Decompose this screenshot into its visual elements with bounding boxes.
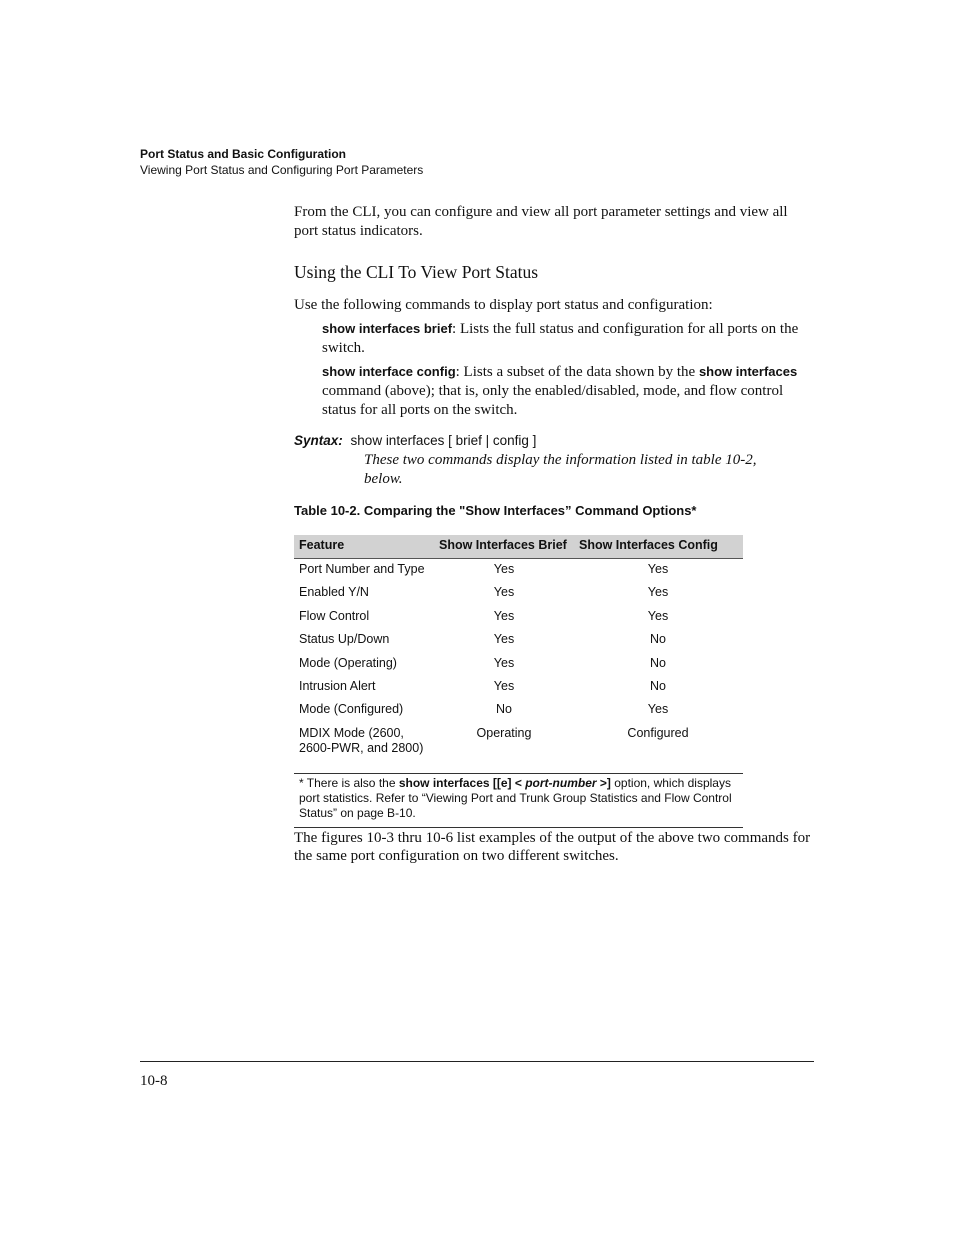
command-item-config — [322, 362, 814, 420]
intro-paragraph: From the CLI, you can configure and view all port parameter settings and view all port status indicators. — [294, 204, 788, 239]
syntax-text: show interfaces [ brief | config ] — [350, 433, 537, 448]
table-row — [294, 560, 743, 583]
cell-config: No — [650, 632, 666, 647]
cell-feature: Mode (Configured) — [299, 702, 404, 717]
cell-config: Yes — [647, 562, 669, 576]
cell-feature-line1: MDIX Mode (2600, — [299, 725, 404, 740]
cell-brief: Yes — [493, 585, 515, 600]
cell-config: Yes — [647, 608, 669, 623]
cell-config: Yes — [647, 702, 669, 717]
footnote-suffix: option, which displays port statistics. Refer to “Viewing Port and Trunk Group Statistics and Flow Control Status” on page B-10. — [299, 775, 732, 820]
cell-brief: Yes — [493, 632, 515, 647]
cell-feature: Mode (Operating) — [299, 655, 397, 670]
table-row — [294, 724, 743, 764]
cell-config: Configured — [627, 725, 689, 740]
footnote-param: port-number — [525, 775, 597, 790]
chapter-title: Port Status and Basic Configuration — [140, 147, 347, 161]
cell-feature — [299, 726, 439, 756]
section-heading: Using the CLI To View Port Status — [294, 262, 539, 282]
command-name: show interface config — [322, 364, 456, 379]
command-item-brief — [322, 319, 814, 358]
command-description-cont: command (above); that is, only the enabled/disabled, mode, and flow control status for all ports on the switch. — [322, 383, 784, 418]
command-description: : Lists a subset of the data shown by the — [455, 364, 699, 380]
command-description: : Lists the full status and configuration for all ports on the switch. — [322, 321, 799, 356]
footnote-command: show interfaces [[e] < — [398, 775, 526, 790]
cell-brief: Yes — [493, 562, 515, 576]
command-name: show interfaces brief — [322, 321, 453, 336]
syntax-description: These two commands display the information listed in table 10-2, below. — [364, 452, 757, 487]
cell-brief: Operating — [476, 725, 532, 740]
cell-brief: Yes — [493, 655, 515, 670]
table-row — [294, 700, 743, 723]
cell-config: Yes — [647, 585, 669, 600]
footnote-command-end: >] — [596, 775, 611, 790]
cell-feature: Intrusion Alert — [299, 678, 376, 693]
table-footnote — [294, 773, 743, 828]
table-row — [294, 630, 743, 653]
outro-paragraph: The figures 10-3 thru 10-6 list examples of the output of the above two commands for the same port configuration on two different switches. — [294, 830, 811, 864]
section-title: Viewing Port Status and Configuring Port Parameters — [140, 163, 424, 177]
header-brief: Show Interfaces Brief — [439, 538, 567, 552]
cell-brief: Yes — [493, 678, 515, 693]
table-row — [294, 677, 743, 700]
syntax-line — [294, 433, 536, 448]
table-row — [294, 583, 743, 606]
table-header-row — [294, 535, 743, 559]
syntax-label: Syntax: — [294, 433, 343, 448]
cell-config: No — [650, 655, 666, 670]
cell-brief: No — [496, 702, 512, 717]
cell-feature: Status Up/Down — [299, 632, 390, 647]
table-row — [294, 654, 743, 677]
header-feature: Feature — [299, 538, 345, 552]
inline-command: show interfaces — [698, 364, 798, 379]
footer-divider — [140, 1061, 814, 1062]
cell-feature: Enabled Y/N — [299, 585, 369, 600]
table-caption: Table 10-2. Comparing the "Show Interfaces” Command Options* — [294, 503, 697, 518]
cell-brief: Yes — [493, 608, 515, 623]
cell-config: No — [650, 678, 666, 693]
comparison-table — [294, 535, 743, 828]
footnote-prefix: * There is also the — [299, 775, 399, 790]
header-config: Show Interfaces Config — [579, 538, 718, 552]
cell-feature-line2: 2600-PWR, and 2800) — [299, 740, 424, 755]
table-row — [294, 607, 743, 630]
cell-feature: Port Number and Type — [299, 562, 425, 576]
page-number: 10-8 — [140, 1073, 168, 1089]
cell-feature: Flow Control — [299, 608, 370, 623]
lead-paragraph: Use the following commands to display port status and configuration: — [294, 297, 713, 313]
